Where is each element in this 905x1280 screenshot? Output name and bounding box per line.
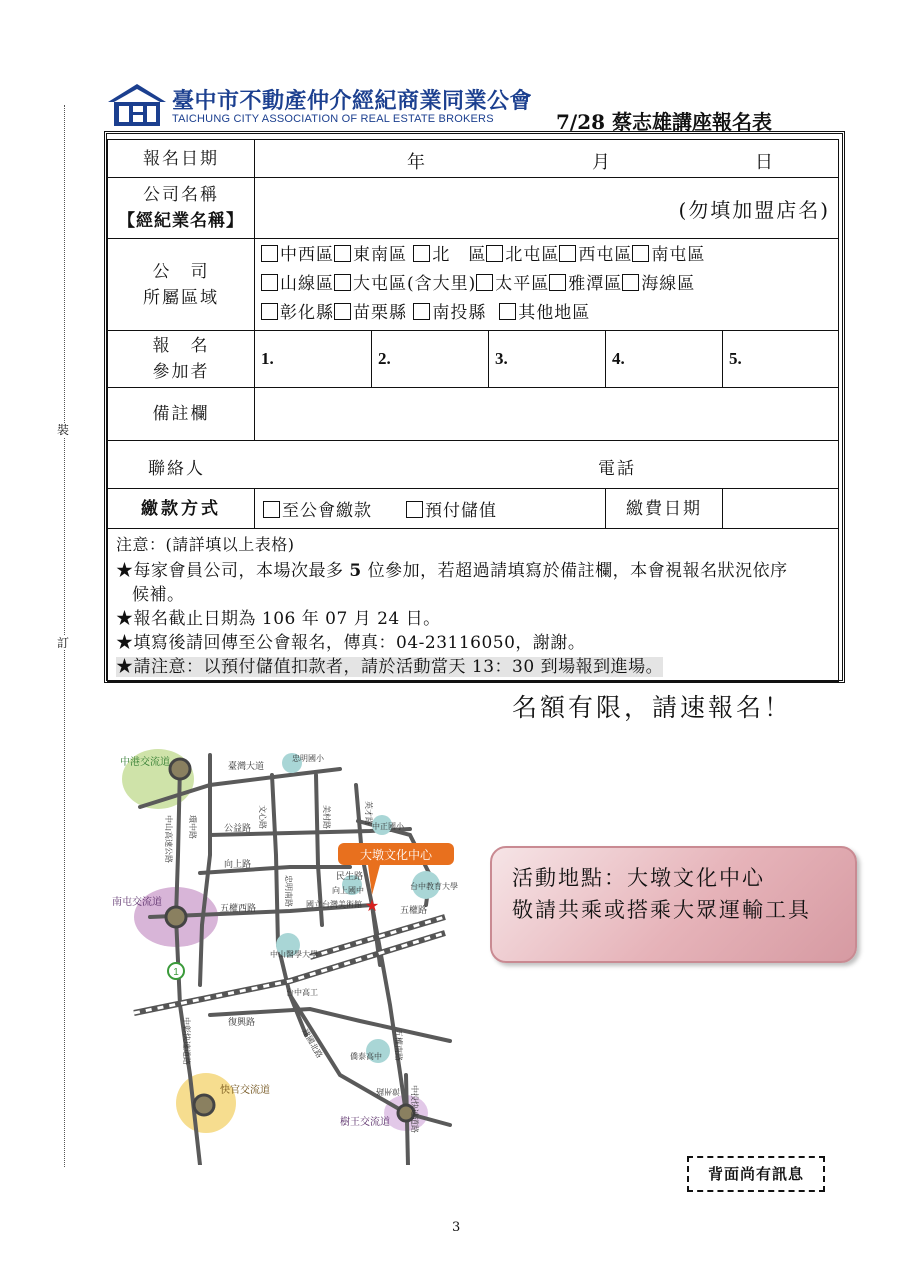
date-row: [108, 140, 839, 178]
attendee-label-line1: 報 名: [152, 336, 210, 356]
label-edu-univ: 台中教育大學: [410, 882, 458, 891]
label-wuquan-west: 五權西路: [220, 904, 257, 914]
label-vocational-hs: 台中高工: [286, 988, 318, 997]
label-wuquan-south: 五權南路: [394, 1029, 403, 1061]
note-line-2: ★報名截止日期為 106 年 07 月 24 日。: [116, 609, 441, 629]
remark-field[interactable]: [255, 388, 839, 441]
contact-row: [108, 441, 839, 489]
company-field[interactable]: [255, 178, 839, 239]
payment-prepaid-label: 預付儲值: [425, 501, 497, 521]
region-checkbox[interactable]: [486, 245, 503, 262]
attendee-label: [108, 331, 255, 388]
region-option-label: 北屯區: [505, 245, 560, 265]
label-taiwan-blvd: 臺灣大道: [228, 762, 265, 772]
attendee-label-line2: 參加者: [152, 362, 210, 382]
registration-form: [107, 139, 839, 682]
region-label-line1: 公 司: [152, 261, 210, 282]
label-gongyi: 公益路: [224, 824, 252, 834]
attendee-slot-5[interactable]: 5.: [723, 331, 839, 388]
route-shield-number: 1: [173, 967, 179, 978]
region-option-label: 苗栗縣: [353, 303, 407, 323]
remark-label: 備註欄: [108, 388, 255, 441]
note-line-1: [116, 559, 830, 583]
company-label: [108, 178, 255, 239]
region-checkbox[interactable]: [413, 303, 430, 320]
payment-row: [108, 489, 839, 529]
slogan: 名額有限，請速報名！: [512, 693, 793, 722]
region-checkbox[interactable]: [261, 303, 278, 320]
region-checkbox[interactable]: [622, 274, 639, 291]
label-xiangshang-jh: 向上國中: [332, 886, 364, 895]
interchange-marker: [166, 907, 186, 927]
region-option-label: 南屯區: [651, 245, 706, 265]
label-medical-univ: 中山醫學大學: [270, 950, 318, 959]
region-options-row1: [261, 241, 832, 270]
label-fuxing: 復興路: [228, 1018, 256, 1028]
notes-heading: 注意：(請詳填以上表格): [116, 535, 295, 554]
date-field[interactable]: [255, 140, 839, 178]
attendee-slot-1[interactable]: 1.: [255, 331, 372, 388]
payment-office-checkbox[interactable]: [263, 501, 280, 518]
region-checkbox[interactable]: [549, 274, 566, 291]
region-checkbox[interactable]: [413, 245, 430, 262]
region-label-line2: 所屬區域: [143, 287, 219, 308]
region-option-label: 彰化縣: [280, 303, 334, 323]
date-month-label: 月: [592, 152, 610, 173]
label-kuaiguan-ic: 快官交流道: [220, 1085, 270, 1096]
region-option-label: 西屯區: [578, 245, 633, 265]
region-row: [108, 239, 839, 331]
venue-location: 活動地點：大墩文化中心: [512, 866, 765, 890]
region-checkbox[interactable]: [334, 274, 351, 291]
region-checkbox[interactable]: [476, 274, 493, 291]
region-options: [255, 239, 839, 331]
payment-options: [255, 489, 606, 529]
venue-star-icon: ★: [364, 896, 380, 915]
label-zhonggang-ic: 中港交流道: [120, 757, 170, 768]
note-line-3: ★填寫後請回傳至公會報名，傳真：04-23116050，謝謝。: [116, 633, 586, 653]
interchange-marker: [194, 1095, 214, 1115]
label-zhangzhou: 漳州路: [376, 1087, 400, 1096]
note-line-1-continued: 候補。: [132, 585, 185, 605]
binding-char-bottom: 訂: [57, 636, 70, 650]
payment-label: 繳款方式: [108, 489, 255, 529]
label-minsheng: 民生路: [336, 872, 364, 882]
note-line-1-part-a: ★每家會員公司，本場次最多: [116, 561, 344, 581]
region-checkbox[interactable]: [499, 303, 516, 320]
region-options-row2: [261, 270, 832, 299]
page-number: 3: [452, 1220, 461, 1235]
region-option-label: 中西區: [280, 245, 334, 265]
label-wuquan: 五權路: [400, 906, 428, 916]
region-options-row3: [261, 299, 832, 328]
company-row: [108, 178, 839, 239]
label-zhongming-elem: 忠明國小: [292, 754, 324, 763]
contact-label: 聯絡人: [148, 459, 205, 479]
region-option-label: 其他地區: [518, 303, 591, 323]
date-day-label: 日: [755, 152, 773, 173]
region-checkbox[interactable]: [632, 245, 649, 262]
label-zhongtou-expressway: 中投快速道路: [410, 1085, 419, 1133]
label-zhongshan-freeway: 中山高速公路: [164, 815, 173, 863]
notes-row: [108, 529, 839, 682]
region-option-label: 太平區: [495, 274, 550, 294]
label-qiaotai-hs: 僑泰高中: [350, 1052, 382, 1061]
region-option-label: 山線區: [280, 274, 334, 294]
label-yingcai: 英才路: [364, 801, 373, 825]
remark-row: [108, 388, 839, 441]
venue-transport-note: 敬請共乘或搭乘大眾運輸工具: [512, 898, 811, 922]
region-option-label: 東南區: [353, 245, 407, 265]
note-line-4-text: ★請注意：以預付儲值扣款者，請於活動當天 13：30 到場報到進場。: [116, 657, 664, 677]
label-wenxin: 文心路: [258, 805, 267, 829]
association-name-cn: 臺中市不動產仲介經紀商業同業公會: [172, 88, 533, 114]
company-hint: (勿填加盟店名): [678, 198, 831, 222]
label-nantun-ic: 南屯交流道: [112, 897, 162, 908]
note-line-1-part-b: 位參加，若超過請填寫於備註欄，本會視報名狀況依序: [367, 561, 788, 581]
form-title: 7/28 蔡志雄講座報名表: [556, 110, 773, 134]
association-name-en: TAICHUNG CITY ASSOCIATION OF REAL ESTATE BROKERS: [172, 113, 494, 125]
company-label-line2: 【經紀業名稱】: [118, 211, 244, 231]
region-checkbox[interactable]: [559, 245, 576, 262]
note-max-count: 5: [349, 561, 362, 581]
label-zhongming-south: 忠明南路: [284, 875, 293, 907]
back-page-note: 背面尚有訊息: [687, 1156, 825, 1192]
region-checkbox[interactable]: [261, 245, 278, 262]
payment-office-label: 至公會繳款: [282, 501, 372, 521]
contact-field[interactable]: [108, 441, 839, 489]
venue-info-box: [490, 846, 857, 963]
label-xiangshang: 向上路: [224, 860, 252, 870]
region-label: [108, 239, 255, 331]
interchange-marker: [170, 759, 190, 779]
region-option-label: 海線區: [641, 274, 696, 294]
region-checkbox[interactable]: [261, 274, 278, 291]
label-jianguo: 建國北路: [300, 1027, 325, 1060]
date-label: 報名日期: [108, 140, 255, 178]
region-option-label: 大屯區(含大里): [353, 274, 477, 294]
label-huanzhong: 環中路: [188, 815, 197, 839]
attendee-row: [108, 331, 839, 388]
attendee-slot-3[interactable]: 3.: [489, 331, 606, 388]
note-line-4: [116, 655, 830, 679]
region-checkbox[interactable]: [334, 303, 351, 320]
region-option-label: 南投縣: [432, 303, 487, 323]
region-checkbox[interactable]: [334, 245, 351, 262]
company-label-line1: 公司名稱: [143, 185, 219, 205]
label-museum: 國立台灣美術館: [306, 900, 362, 909]
label-zhangzhang-expressway: 中彰快速道路: [182, 1017, 191, 1065]
attendee-slot-2[interactable]: 2.: [372, 331, 489, 388]
payment-date-field[interactable]: [723, 489, 839, 529]
association-logo: [106, 80, 533, 128]
label-zhongzheng-elem: 中正國小: [372, 822, 404, 831]
payment-prepaid-checkbox[interactable]: [406, 501, 423, 518]
attendee-slot-4[interactable]: 4.: [606, 331, 723, 388]
venue-map: [110, 745, 465, 1165]
date-year-label: 年: [407, 152, 425, 173]
label-meicun: 美村路: [322, 805, 331, 829]
payment-date-label: 繳費日期: [606, 489, 723, 529]
label-shuwang-ic: 樹王交流道: [340, 1117, 390, 1128]
house-logo-icon: [106, 82, 168, 126]
phone-label: 電話: [598, 459, 636, 479]
venue-marker-label: 大墩文化中心: [359, 848, 433, 862]
notes-block: [108, 529, 839, 682]
binding-char-top: 裝: [57, 423, 70, 437]
region-option-label: 雅潭區: [568, 274, 623, 294]
region-option-label: 北 區: [432, 245, 487, 265]
